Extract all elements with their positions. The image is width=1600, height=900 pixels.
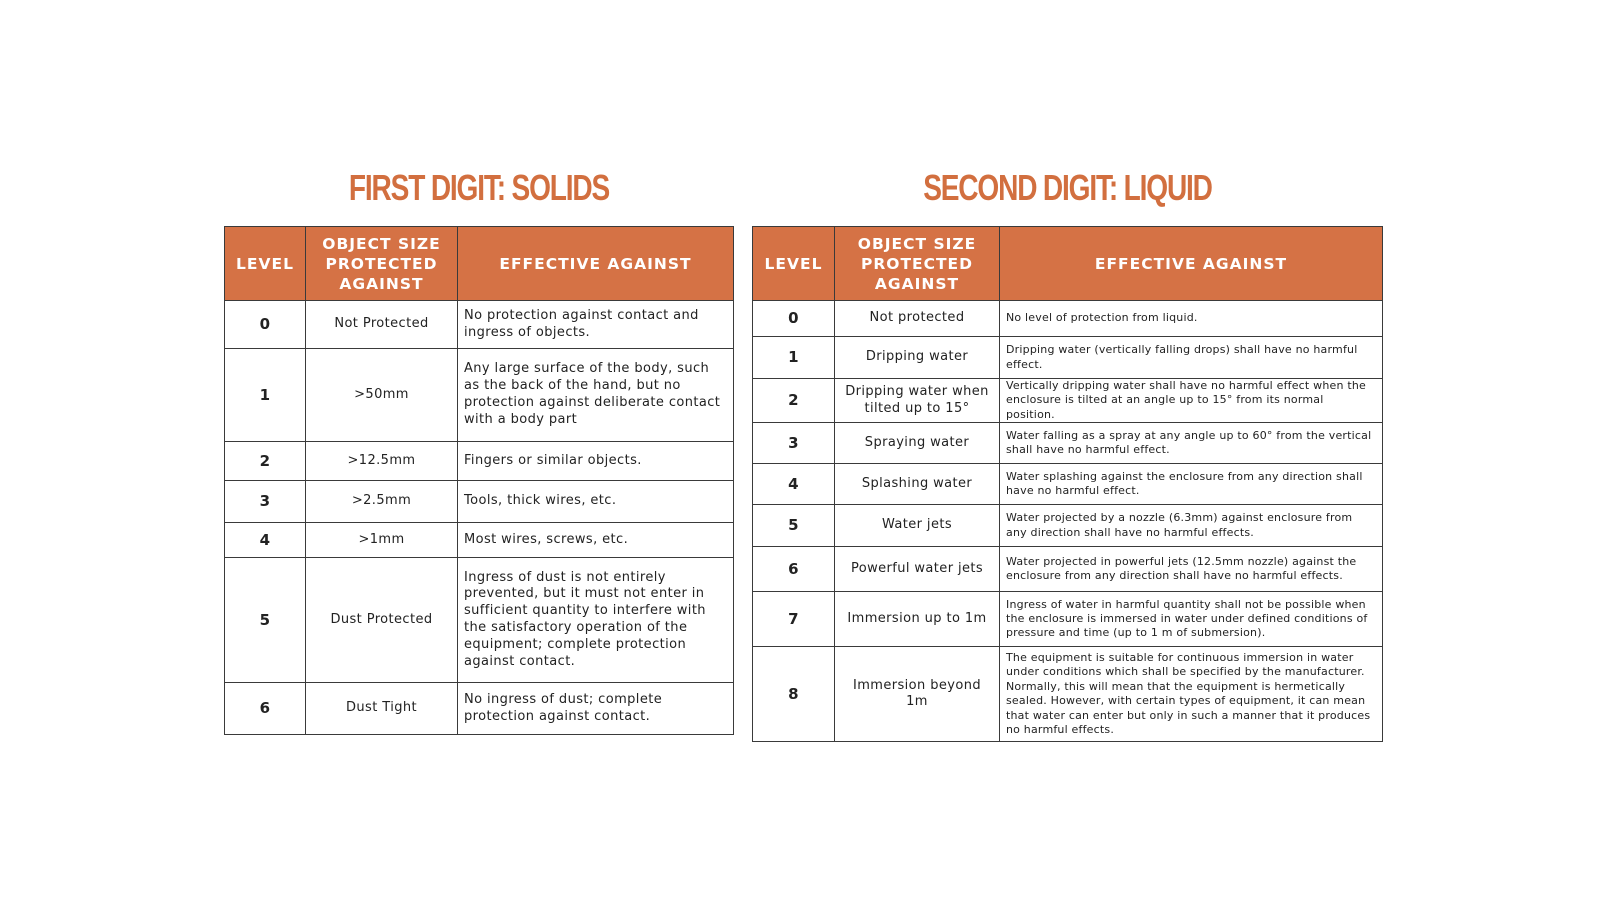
- level-cell: 6: [225, 683, 306, 735]
- liquid-section: [752, 164, 1383, 742]
- size-cell: Not protected: [835, 301, 1000, 337]
- level-cell: 4: [225, 523, 306, 558]
- liquid-table: [752, 226, 1383, 742]
- table-row: [225, 523, 734, 558]
- liquid-title: SECOND DIGIT: LIQUID: [923, 167, 1212, 208]
- size-cell: Spraying water: [835, 423, 1000, 464]
- table-row: [753, 379, 1383, 423]
- header-effective-against: EFFECTIVE AGAINST: [1000, 227, 1383, 301]
- size-cell: Dripping water when tilted up to 15°: [835, 379, 1000, 423]
- size-cell: Not Protected: [306, 301, 458, 349]
- size-cell: Immersion beyond 1m: [835, 647, 1000, 742]
- level-cell: 5: [225, 558, 306, 683]
- level-cell: 2: [753, 379, 835, 423]
- level-cell: 1: [753, 337, 835, 379]
- table-row: [225, 349, 734, 442]
- table-row: [753, 547, 1383, 592]
- table-row: [753, 592, 1383, 647]
- table-row: [225, 683, 734, 735]
- table-row: [225, 301, 734, 349]
- size-cell: Dripping water: [835, 337, 1000, 379]
- effective-cell: The equipment is suitable for continuous immersion in water under conditions which shall be specified by the manufacturer. Normally, this will mean that the equipment is hermetically sealed. However, with certain types of equipment, it can mean that water can enter but only in such a manner that it produces no harmful effects.: [1000, 647, 1383, 742]
- level-cell: 5: [753, 505, 835, 547]
- size-cell: Water jets: [835, 505, 1000, 547]
- size-cell: >12.5mm: [306, 442, 458, 481]
- table-row: [225, 481, 734, 523]
- effective-cell: No level of protection from liquid.: [1000, 301, 1383, 337]
- solids-table: [224, 226, 734, 735]
- effective-cell: Any large surface of the body, such as the back of the hand, but no protection against deliberate contact with a body part: [458, 349, 734, 442]
- table-row: [225, 558, 734, 683]
- size-cell: >1mm: [306, 523, 458, 558]
- solids-section: [224, 164, 734, 735]
- effective-cell: Vertically dripping water shall have no harmful effect when the enclosure is tilted at an angle up to 15° from its normal position.: [1000, 379, 1383, 423]
- solids-title: FIRST DIGIT: SOLIDS: [348, 167, 610, 208]
- table-row: [753, 464, 1383, 505]
- level-cell: 1: [225, 349, 306, 442]
- table-row: [753, 337, 1383, 379]
- table-row: [753, 423, 1383, 464]
- effective-cell: Water projected in powerful jets (12.5mm nozzle) against the enclosure from any direction shall have no harmful effects.: [1000, 547, 1383, 592]
- level-cell: 6: [753, 547, 835, 592]
- table-row: [753, 505, 1383, 547]
- effective-cell: Water falling as a spray at any angle up to 60° from the vertical shall have no harmful effect.: [1000, 423, 1383, 464]
- level-cell: 3: [225, 481, 306, 523]
- level-cell: 0: [753, 301, 835, 337]
- header-object-size: OBJECT SIZE PROTECTED AGAINST: [306, 227, 458, 301]
- table-row: [225, 442, 734, 481]
- level-cell: 0: [225, 301, 306, 349]
- header-object-size: OBJECT SIZE PROTECTED AGAINST: [835, 227, 1000, 301]
- size-cell: Powerful water jets: [835, 547, 1000, 592]
- level-cell: 3: [753, 423, 835, 464]
- header-level: LEVEL: [225, 227, 306, 301]
- effective-cell: Ingress of water in harmful quantity shall not be possible when the enclosure is immersed in water under defined conditions of pressure and time (up to 1 m of submersion).: [1000, 592, 1383, 647]
- table-header-row: [225, 227, 734, 301]
- level-cell: 7: [753, 592, 835, 647]
- effective-cell: No protection against contact and ingress of objects.: [458, 301, 734, 349]
- header-level: LEVEL: [753, 227, 835, 301]
- size-cell: >50mm: [306, 349, 458, 442]
- table-header-row: [753, 227, 1383, 301]
- size-cell: Dust Tight: [306, 683, 458, 735]
- header-effective-against: EFFECTIVE AGAINST: [458, 227, 734, 301]
- effective-cell: Water splashing against the enclosure from any direction shall have no harmful effect.: [1000, 464, 1383, 505]
- effective-cell: Water projected by a nozzle (6.3mm) against enclosure from any direction shall have no harmful effects.: [1000, 505, 1383, 547]
- table-row: [753, 301, 1383, 337]
- effective-cell: Most wires, screws, etc.: [458, 523, 734, 558]
- effective-cell: Tools, thick wires, etc.: [458, 481, 734, 523]
- effective-cell: No ingress of dust; complete protection against contact.: [458, 683, 734, 735]
- level-cell: 4: [753, 464, 835, 505]
- size-cell: Splashing water: [835, 464, 1000, 505]
- effective-cell: Ingress of dust is not entirely prevented, but it must not enter in sufficient quantity to interfere with the satisfactory operation of the equipment; complete protection against contact.: [458, 558, 734, 683]
- size-cell: >2.5mm: [306, 481, 458, 523]
- effective-cell: Fingers or similar objects.: [458, 442, 734, 481]
- table-row: [753, 647, 1383, 742]
- level-cell: 8: [753, 647, 835, 742]
- size-cell: Dust Protected: [306, 558, 458, 683]
- effective-cell: Dripping water (vertically falling drops) shall have no harmful effect.: [1000, 337, 1383, 379]
- size-cell: Immersion up to 1m: [835, 592, 1000, 647]
- level-cell: 2: [225, 442, 306, 481]
